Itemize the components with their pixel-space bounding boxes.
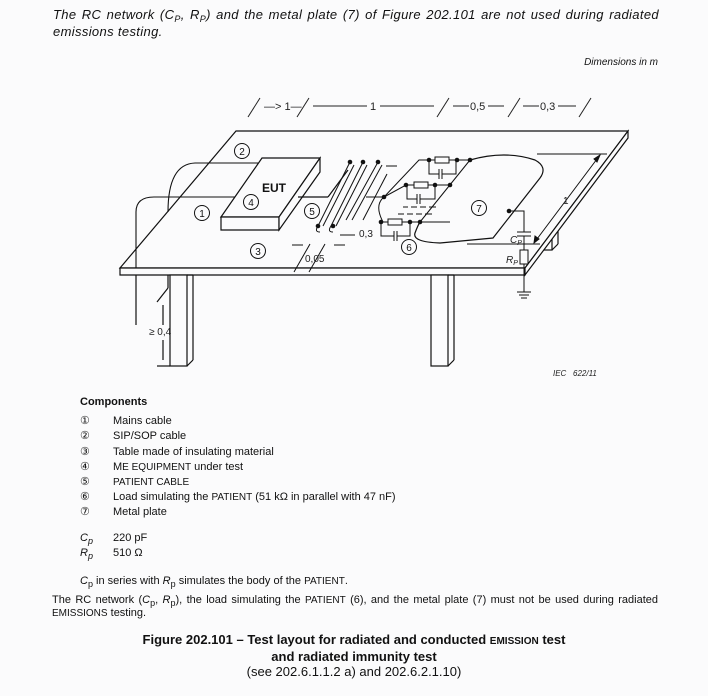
caption-line-2: and radiated immunity test (271, 649, 437, 664)
component-number: ⑥ (80, 491, 90, 503)
dim-label: 1 (370, 101, 377, 113)
param-sub: p (87, 536, 93, 546)
callout-4: 4 (248, 198, 254, 209)
param-symbol: R (80, 547, 88, 559)
iec-reference: IEC 622/11 (553, 369, 597, 378)
component-number: ② (80, 430, 90, 442)
component-number: ③ (80, 446, 90, 458)
component-text: E EQUIPMENT (122, 462, 192, 473)
component-number: ① (80, 415, 90, 427)
intro-text: , R (180, 7, 200, 22)
component-text: Table made of insulating material (113, 446, 274, 458)
dimensions-note: Dimensions in m (584, 57, 658, 68)
cp-label: $C_P$ (510, 235, 522, 247)
intro-text: The RC network (C (53, 7, 175, 22)
param-value: 220 pF (113, 532, 148, 544)
table-top (120, 131, 628, 275)
dim-label-03: 0,3 (359, 229, 373, 240)
callout-1: 1 (199, 209, 205, 220)
height-dimension: ≥ 0,4 (149, 327, 172, 338)
caption-line-3: (see 202.6.1.1.2 a) and 202.6.2.1.10) (246, 664, 462, 679)
callout-6: 6 (406, 243, 412, 254)
component-text: PATIENT (211, 492, 253, 503)
intro-sub: P (199, 14, 207, 24)
param-rp (80, 547, 143, 559)
dim-label: —> 1— (264, 101, 302, 113)
component-item (80, 429, 186, 442)
table-legs-front (136, 275, 454, 366)
note-radiated-testing: The RC network ($C_p$, $R_p$), the load simulating the PATIENT (6), and the metal plate (7) must not be used during radiated EMISSIONS testing. (52, 594, 658, 619)
dim-label-005: 0,05 (305, 254, 325, 265)
dim-label-1: 1 (563, 196, 569, 207)
caption-line-1: Figure 202.101 – Test layout for radiated and conducted EMISSION test (142, 632, 566, 647)
intro-sub: P (174, 14, 181, 24)
components-heading: Components (80, 396, 148, 408)
figure-caption (0, 632, 708, 679)
component-item (80, 490, 396, 503)
param-sub: p (87, 551, 93, 561)
component-number: ④ (80, 461, 90, 473)
component-text: under test (191, 461, 244, 473)
dim-label: 0,5 (470, 101, 486, 113)
component-item (80, 460, 243, 473)
component-text: SIP/SOP cable (113, 430, 187, 442)
callout-2: 2 (239, 147, 245, 158)
intro-text: ) and the metal plate (7) of Figure 202.101 are not used during radiated emissions testing. (53, 7, 659, 39)
component-text: Load simulating the (113, 491, 212, 503)
param-symbol: C (80, 532, 88, 544)
component-item (80, 475, 189, 488)
component-item (80, 505, 167, 518)
callout-3: 3 (255, 247, 261, 258)
component-item (80, 445, 274, 458)
component-text: M (113, 461, 123, 473)
dim-label: 0,3 (540, 101, 556, 113)
callout-5: 5 (309, 207, 315, 218)
note-body-simulation: $C_p$ in series with $R_p$ simulates the body of the PATIENT. (80, 575, 348, 589)
component-text: Metal plate (113, 506, 167, 518)
param-value: 510 Ω (113, 547, 143, 559)
component-text: Mains cable (113, 415, 172, 427)
component-number: ⑤ (80, 476, 90, 488)
component-item (80, 414, 172, 427)
callout-7: 7 (476, 204, 482, 215)
component-number: ⑦ (80, 506, 90, 518)
component-text: PATIENT CABLE (113, 477, 190, 488)
eut-label: EUT (262, 181, 286, 195)
rp-label: $R_P$ (506, 255, 518, 267)
param-cp (80, 532, 147, 544)
component-text: (51 kΩ in parallel with 47 nF) (252, 491, 396, 503)
